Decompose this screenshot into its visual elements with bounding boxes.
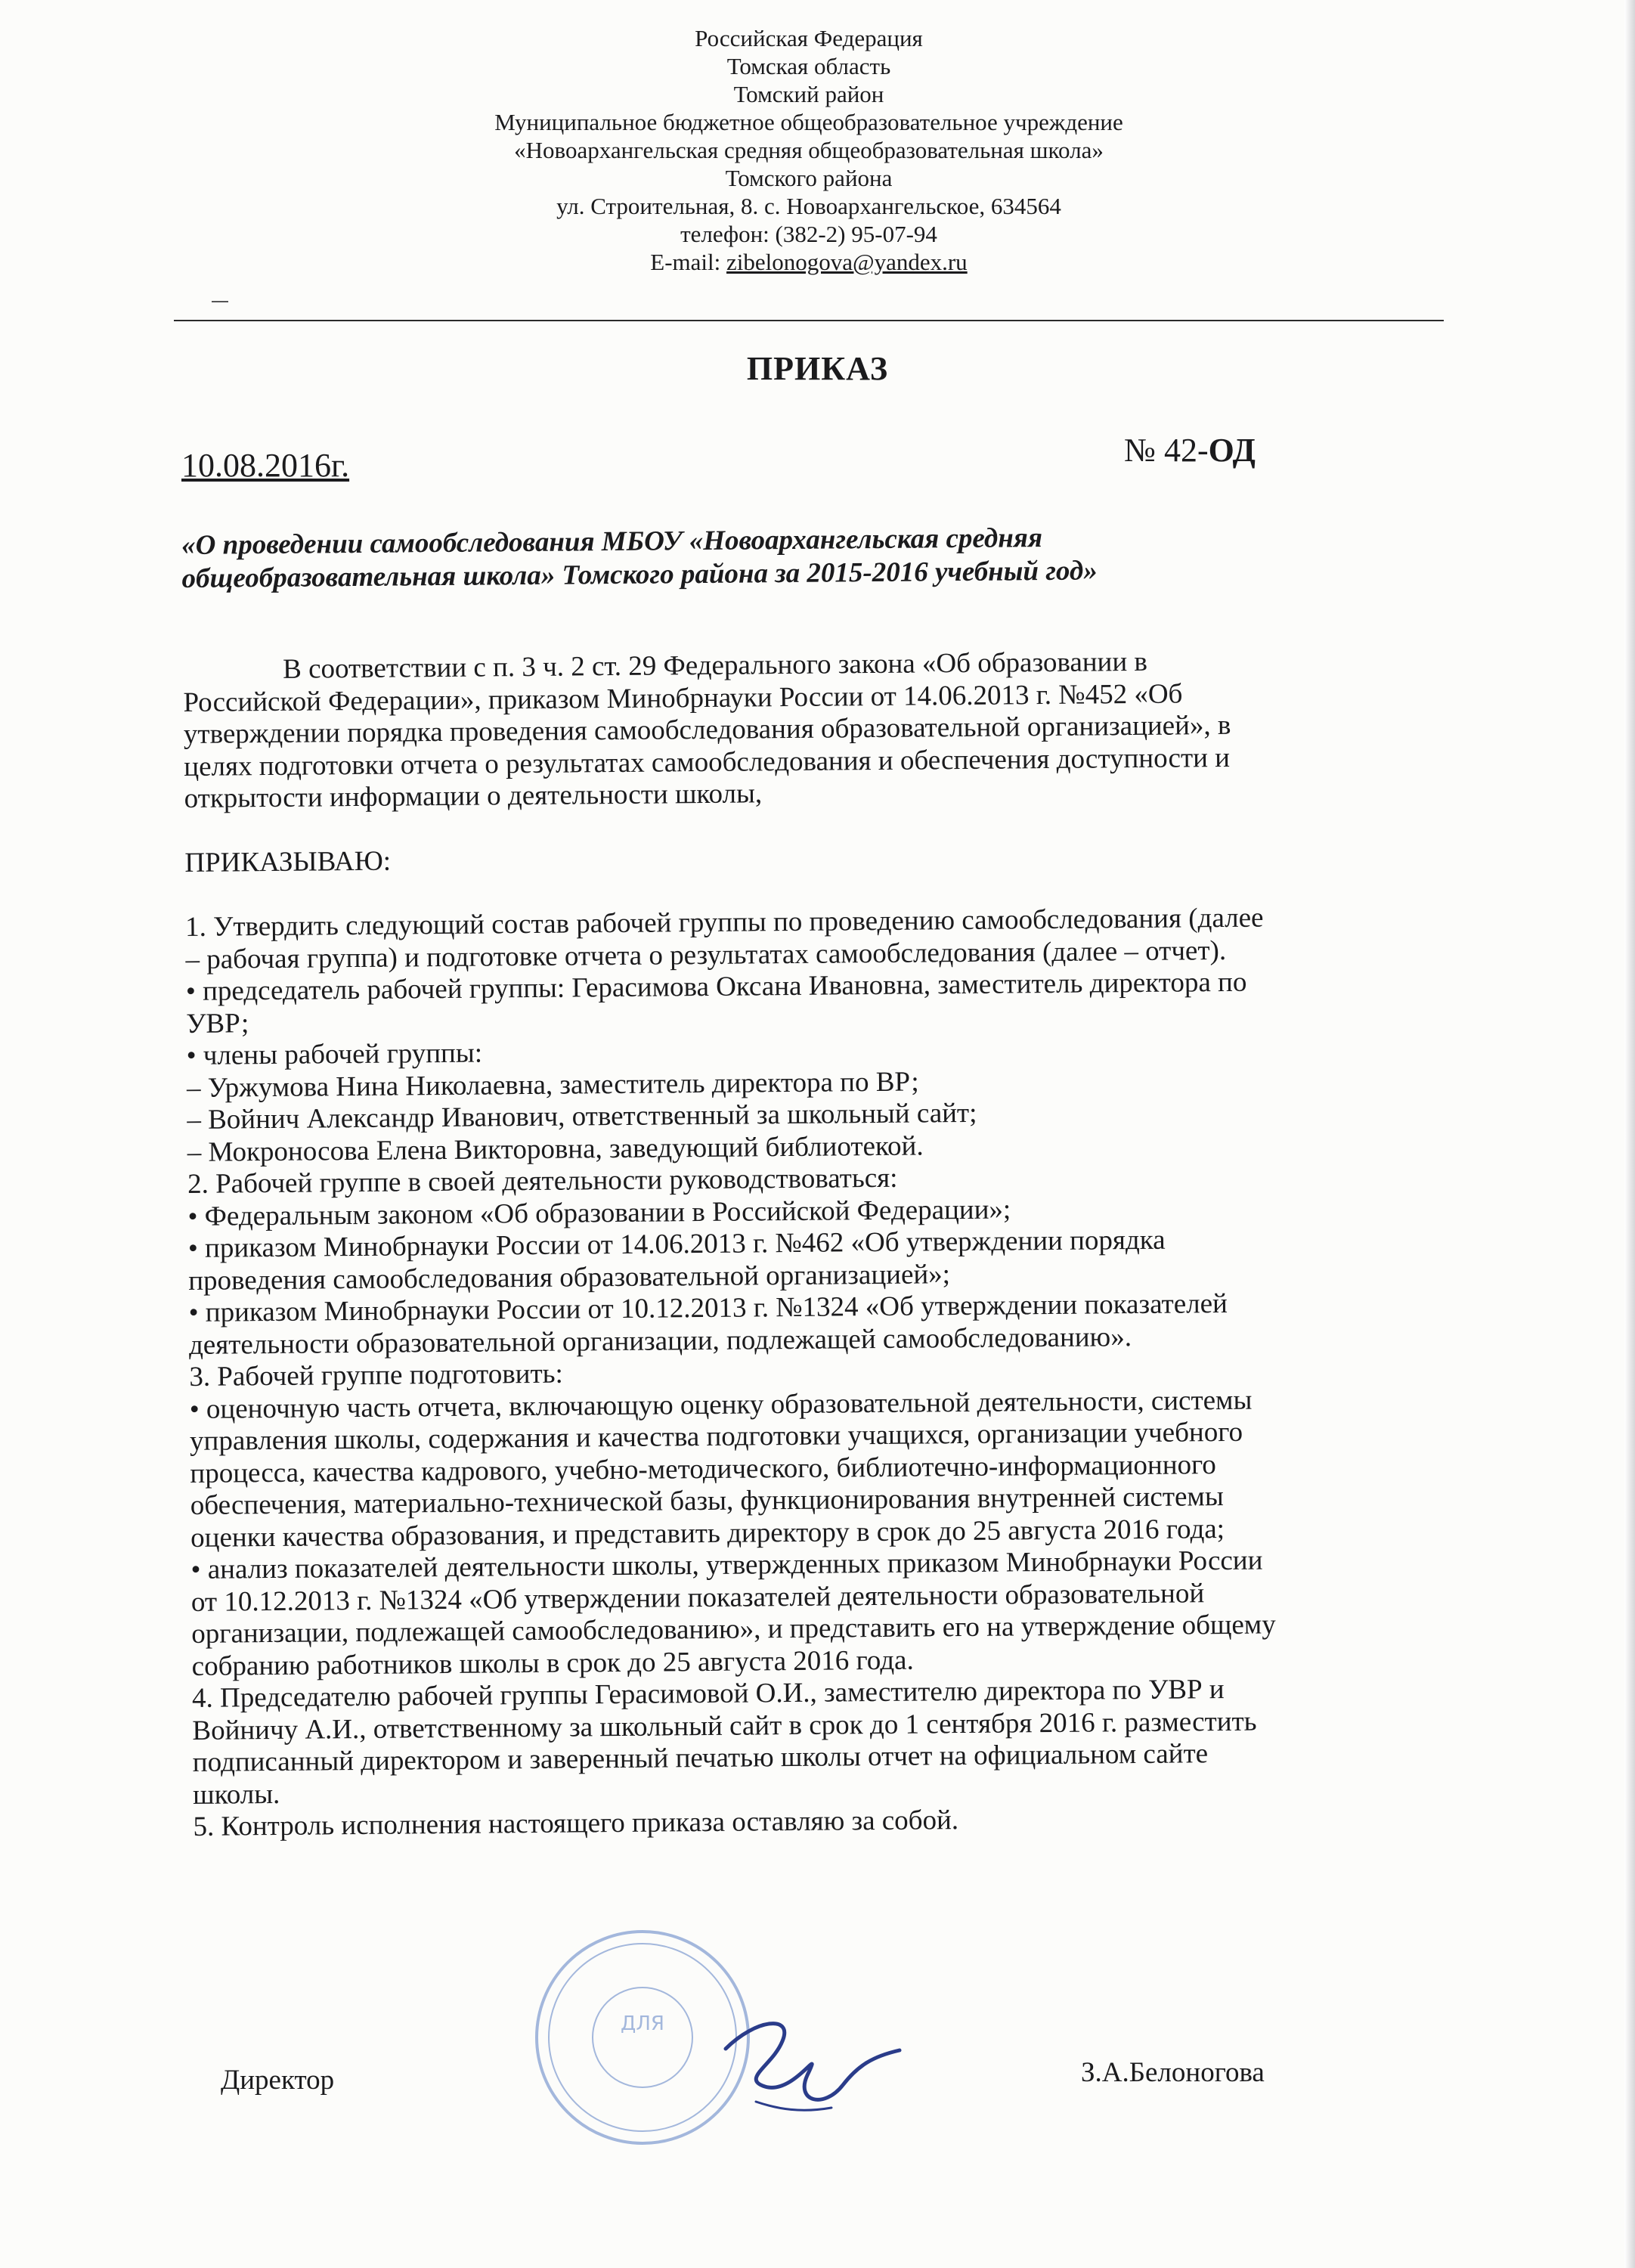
body-line: • Федеральным законом «Об образовании в Российской Федерации»;	[187, 1193, 1011, 1232]
letterhead-line: Томская область	[726, 53, 891, 79]
letterhead-line: телефон: (382-2) 95-07-94	[680, 221, 937, 247]
body-line: – Мокроносова Елена Викторовна, заведующий библиотекой.	[187, 1129, 924, 1168]
body-line: – Уржумова Нина Николаевна, заместитель директора по ВР;	[186, 1066, 919, 1104]
subject-line: «О проведении самообследования МБОУ «Новоархангельская средняя	[181, 522, 1043, 561]
letterhead-line: Российская Федерация	[695, 25, 923, 51]
body-line: – рабочая группа) и подготовке отчета о результатах самообследования (далее – отчет).	[185, 934, 1227, 975]
body-line: • председатель рабочей группы: Герасимова Оксана Ивановна, заместитель директора по	[185, 966, 1247, 1007]
document-number-prefix: № 42-	[1124, 432, 1209, 469]
body-line: 4. Председателю рабочей группы Герасимовой О.И., заместителю директора по УВР и	[191, 1674, 1225, 1714]
body-line: оценки качества образования, и представить директору в срок до 25 августа 2016 года;	[190, 1513, 1225, 1554]
subject-line: общеобразовательная школа» Томского района за 2015-2016 учебный год»	[181, 555, 1098, 594]
body-line: организации, подлежащей самообследованию», и представить его на утверждение общему	[191, 1609, 1276, 1650]
document-number	[1124, 431, 1256, 469]
document-date: 10.08.2016г.	[181, 447, 350, 484]
preamble-line: целях подготовки отчета о результатах самообследования и обеспечения доступности и	[184, 742, 1231, 782]
body-line: собранию работников школы в срок до 25 августа 2016 года.	[191, 1644, 914, 1682]
scan-mark	[212, 301, 228, 302]
body-line: школы.	[192, 1778, 280, 1811]
email-link[interactable]: zibelonogova@yandex.ru	[726, 249, 968, 275]
preamble-line: утверждении порядка проведения самообследования образовательной организацией», в	[183, 709, 1231, 750]
director-autograph	[711, 1996, 907, 2139]
body-line: проведения самообследования образовательной организацией»;	[188, 1258, 951, 1297]
body-line: • приказом Минобрнауки России от 14.06.2013 г. №462 «Об утверждении порядка	[187, 1224, 1166, 1264]
letterhead	[174, 24, 1444, 276]
preamble-line: В соответствии с п. 3 ч. 2 ст. 29 Федерального закона «Об образовании в	[282, 646, 1148, 685]
letterhead-line: Томский район	[733, 81, 884, 107]
paper-edge	[1624, 0, 1635, 2268]
preamble-line: Российской Федерации», приказом Минобрнауки России от 14.06.2013 г. №452 «Об	[183, 677, 1183, 718]
letterhead-line: Томского района	[725, 165, 893, 191]
body-line: 2. Рабочей группе в своей деятельности руководствоваться:	[187, 1162, 898, 1200]
body-line: • оценочную часть отчета, включающую оценку образовательной деятельности, системы	[189, 1384, 1253, 1425]
body-line: процесса, качества кадрового, учебно-методического, библиотечно-информационного	[190, 1448, 1216, 1489]
body-line: 5. Контроль исполнения настоящего приказа оставляю за собой.	[193, 1805, 959, 1842]
body-line: Войничу А.И., ответственному за школьный сайт в срок до 1 сентября 2016 г. разместить	[192, 1706, 1257, 1746]
email-label: E-mail:	[650, 249, 727, 275]
stamp-text: ДЛЯ	[621, 2012, 664, 2035]
letterhead-line: Муниципальное бюджетное общеобразовательное учреждение	[494, 109, 1123, 135]
body-line: УВР;	[186, 1007, 249, 1040]
signatory-name: З.А.Белоногова	[1081, 2057, 1265, 2088]
body-line: от 10.12.2013 г. №1324 «Об утверждении показателей деятельности образовательной	[190, 1577, 1205, 1618]
document-subject	[181, 519, 1361, 596]
body-line: 1. Утвердить следующий состав рабочей группы по проведению самообследования (далее	[184, 902, 1264, 943]
letterhead-line: «Новоархангельская средняя общеобразовательная школа»	[514, 137, 1104, 163]
letterhead-email-line	[174, 248, 1444, 276]
preamble-line: открытости информации о деятельности школы,	[184, 778, 763, 814]
body-line: деятельности образовательной организации, подлежащей самообследованию».	[188, 1321, 1132, 1361]
document-title: ПРИКАЗ	[746, 350, 889, 387]
document-number-suffix: ОД	[1208, 432, 1256, 469]
body-line: управления школы, содержания и качества подготовки учащихся, организации учебного	[189, 1416, 1243, 1457]
signatory-role: Директор	[221, 2065, 335, 2096]
body-line: – Войнич Александр Иванович, ответственный за школьный сайт;	[187, 1097, 977, 1136]
body-line: • члены рабочей группы:	[186, 1037, 483, 1071]
body-line: 3. Рабочей группе подготовить:	[189, 1358, 564, 1393]
body-line: • приказом Минобрнауки России от 10.12.2013 г. №1324 «Об утверждении показателей	[188, 1287, 1228, 1328]
document-body	[183, 643, 1494, 1843]
order-word: ПРИКАЗЫВАЮ:	[184, 845, 392, 878]
letterhead-line: ул. Строительная, 8. с. Новоархангельское, 634564	[556, 193, 1061, 219]
body-line: • анализ показателей деятельности школы, утвержденных приказом Минобрнауки России	[190, 1545, 1263, 1585]
body-line: подписанный директором и заверенный печатью школы отчет на официальном сайте	[192, 1738, 1209, 1778]
letterhead-divider	[174, 320, 1444, 321]
body-line: обеспечения, материально-технической базы, функционирования внутренней системы	[190, 1481, 1224, 1521]
